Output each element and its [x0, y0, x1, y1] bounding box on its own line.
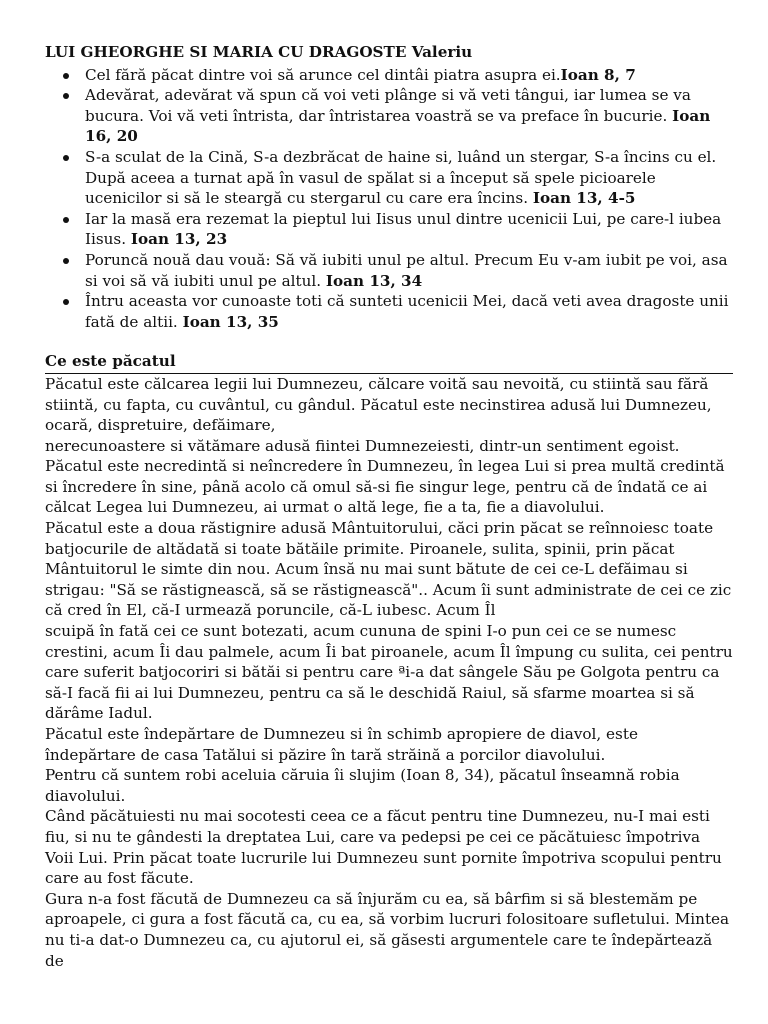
- verse-reference: Ioan 16, 20: [85, 106, 711, 146]
- verse-reference: Ioan 13, 23: [130, 230, 228, 249]
- paragraph: nerecunoastere si vătămare adusă fiintei Dumnezeiesti, dintr-un sentiment egoist. Păcatul este necredintă si neîncredere în Dumnezeu, în legea Lui si prea multă credintă si încredere în sine, până acolo că omul să-si fie singur lege, pentru că de îndată ce ai călcat Legea lui Dumnezeu, ai urmat o altă lege, fie a ta, fie a diavolului.: [45, 436, 725, 517]
- paragraph: Păcatul este îndepărtare de Dumnezeu si în schimb apropiere de diavol, este îndepărtare de casa Tatălui si păzire în tară străină a porcilor diavolului.: [45, 725, 638, 764]
- paragraph: scuipă în fată cei ce sunt botezati, acum cununa de spini I-o pun cei ce se numesc crestini, acum Îi dau palmele, acum Îi bat piroanele, acum Îl împung cu sulita, cei pentru care suferit batjocoriri si bătăi si pentru care ªi-a dat sângele Său pe Golgota pentru ca să-I facă fii ai lui Dumnezeu, pentru ca să le deschidă Raiul, să sfarme moartea si să dărâme Iadul.: [45, 622, 733, 723]
- verse-text: Poruncă nouă dau vouă: Să vă iubiti unul pe altul. Precum Eu v-am iubit pe voi, asa si voi să vă iubiti unul pe altul.: [85, 250, 728, 290]
- verse-reference: Ioan 13, 34: [325, 271, 423, 290]
- list-item: [85, 291, 733, 332]
- paragraph: Pentru că suntem robi aceluia căruia îi slujim (Ioan 8, 34), păcatul înseamnă robia diavolului.: [45, 766, 680, 805]
- verse-reference: Ioan 13, 4-5: [532, 189, 636, 208]
- list-item: [85, 65, 733, 86]
- paragraph: Păcatul este călcarea legii lui Dumnezeu, călcare voită sau nevoită, cu stiintă sau fără stiintă, cu fapta, cu cuvântul, cu gândul. Păcatul este necinstirea adusă lui Dumnezeu, ocară, dispretuire, defăimare,: [45, 374, 712, 435]
- paragraph: Când păcătuiesti nu mai socotesti ceea ce a făcut pentru tine Dumnezeu, nu-I mai esti fiu, si nu te gândesti la dreptatea Lui, care va pedepsi pe cei ce păcătuiesc împotriva Voii Lui. Prin păcat toate lucrurile lui Dumnezeu sunt pornite împotriva scopului pentru care au fost făcute.: [45, 807, 722, 888]
- document-page: [45, 42, 733, 971]
- paragraph: Păcatul este a doua răstignire adusă Mântuitorului, căci prin păcat se reînnoiesc toate batjocurile de altădată si toate bătăile primite. Piroanele, sulita, spinii, prin păcat Mântuitorul le simte din nou. Acum însă nu mai sunt bătute de cei ce-L defăimau si strigau: "Să se răstignească, să se răstignească".. Acum îi sunt administrate de cei ce zic că cred în El, că-I urmează poruncile, că-L iubesc. Acum Îl: [45, 519, 732, 620]
- verse-text: S-a sculat de la Cină, S-a dezbrăcat de haine si, luând un stergar, S-a încins cu el. După aceea a turnat apă în vasul de spălat si a început să spele picioarele ucenicilor si să le steargă cu stergarul cu care era încins.: [85, 147, 717, 208]
- verse-text: Adevărat, adevărat vă spun că voi veti plânge si vă veti tângui, iar lumea se va bucura. Voi vă veti întrista, dar întristarea voastră se va preface în bucurie.: [85, 86, 691, 125]
- list-item: [85, 209, 733, 250]
- list-item: [85, 147, 733, 209]
- verse-reference: Ioan 8, 7: [560, 65, 636, 84]
- paragraph: Gura n-a fost făcută de Dumnezeu ca să înjurăm cu ea, să bârfim si să blestemăm pe aproapele, ci gura a fost făcută ca, cu ea, să vorbim lucruri folositoare sufletului. Mintea nu ti-a dat-o Dumnezeu ca, cu ajutorul ei, să găsesti argumentele care te îndepărtează de: [45, 889, 730, 970]
- list-item: [85, 250, 733, 291]
- verse-text: Cel fără păcat dintre voi să arunce cel dintâi piatra asupra ei.: [85, 65, 561, 84]
- list-item: [85, 85, 733, 147]
- verse-text: Iar la masă era rezemat la pieptul lui Iisus unul dintre ucenicii Lui, pe care-l iubea Iisus.: [85, 209, 722, 249]
- section-heading: Ce este păcatul: [45, 351, 733, 374]
- verse-reference: Ioan 13, 35: [182, 312, 279, 331]
- verse-list: [45, 65, 733, 333]
- verse-text: Întru aceasta vor cunoaste toti că sunteti ucenicii Mei, dacă veti avea dragoste unii fată de altii.: [85, 292, 729, 331]
- document-title: LUI GHEORGHE SI MARIA CU DRAGOSTE Valeriu: [45, 43, 473, 61]
